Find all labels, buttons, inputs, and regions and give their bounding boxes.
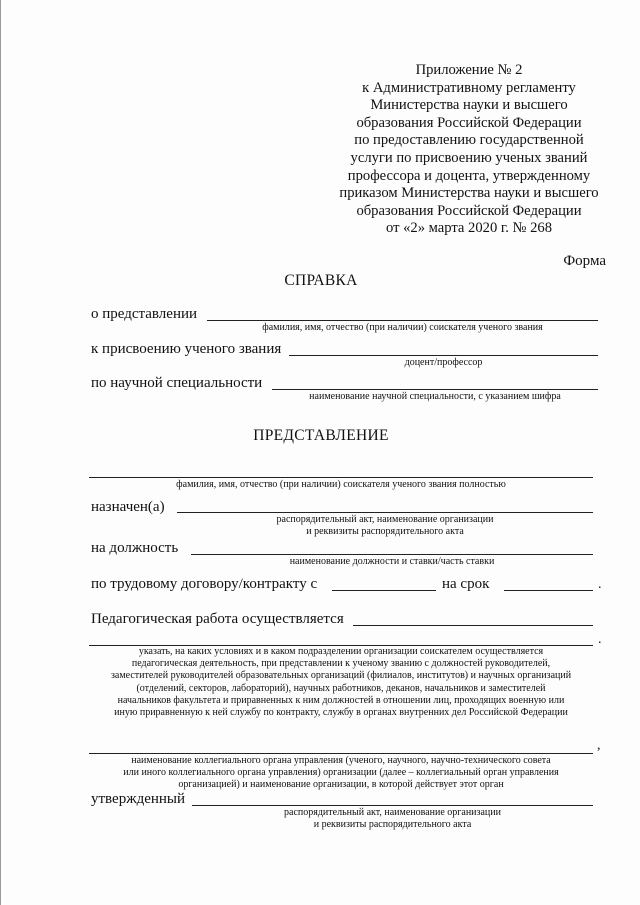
position-field[interactable] <box>191 554 593 555</box>
contract-label: по трудовому договору/контракту с <box>91 576 318 592</box>
teaching-label: Педагогическая работа осуществляется <box>91 611 344 627</box>
appendix-line: от «2» марта 2020 г. № 268 <box>385 220 552 237</box>
appointed-field[interactable] <box>177 512 593 513</box>
appointed-hint-line: и реквизиты распорядительного акта <box>306 526 464 538</box>
comma-mark: , <box>597 738 601 753</box>
appendix-line: образования Российской Федерации <box>356 114 582 131</box>
term-label: на срок <box>442 576 490 592</box>
position-label: на должность <box>91 540 179 556</box>
teaching-hint-line: (отделений, секторов, лабораторий), научных работников, деканов, начальников и заместителей <box>136 682 546 694</box>
title-conferral-label: к присвоению ученого звания <box>91 341 282 357</box>
specialty-hint: наименование научной специальности, с указанием шифра <box>309 391 561 402</box>
appendix-line: образования Российской Федерации <box>356 202 582 219</box>
teaching-hint-line: педагогическая деятельность, при представлении к ученому званию с должностей руководителей, <box>131 658 551 670</box>
council-hint-line: или иного коллегиального органа управления) организации (далее – коллегиальный орган управления <box>123 767 559 779</box>
appointed-label: назначен(а) <box>91 499 165 515</box>
approved-hint-line: распорядительный акт, наименование организации <box>284 807 501 818</box>
contract-date-field[interactable] <box>332 590 436 591</box>
appendix-line: Министерства науки и высшего <box>370 97 568 114</box>
teaching-hint-line: иную приравненную к ней службу по контракту, службу в органах внутренних дел Российской Федерации <box>114 707 568 719</box>
teaching-field-1[interactable] <box>353 625 593 626</box>
appendix-line: по предоставлению государственной <box>354 132 584 149</box>
appointed-hint-line: распорядительный акт, наименование организации <box>276 514 494 525</box>
appointed-hint <box>177 514 593 538</box>
period-mark: . <box>598 632 602 647</box>
approved-field[interactable] <box>192 805 593 806</box>
title-conferral-field[interactable] <box>289 355 598 356</box>
fullname-hint: фамилия, имя, отчество (при наличии) соискателя ученого звания полностью <box>176 479 506 490</box>
council-hint-line: наименование коллегиального органа управления (ученого, научного, научно-технического совета <box>131 755 551 766</box>
fullname-field[interactable] <box>89 477 593 478</box>
title-conferral-hint: доцент/профессор <box>404 357 483 368</box>
period-mark: . <box>598 577 602 592</box>
appendix-line: приказом Министерства науки и высшего <box>339 185 599 202</box>
approved-hint-line: и реквизиты распорядительного акта <box>313 819 472 831</box>
council-field[interactable] <box>89 753 593 754</box>
teaching-hint-line: начальников факультета и приравненных к ним должностей в отношении лиц, проходящих военную или <box>117 694 565 706</box>
appendix-line: профессора и доцента, утвержденному <box>347 167 591 184</box>
teaching-hint-line: указать, на каких условиях и в каком подразделении организации соискателем осуществляется <box>138 646 544 657</box>
appendix-line: Приложение № 2 <box>415 62 523 78</box>
teaching-hint <box>89 646 593 719</box>
council-hint-line: организацией) и наименование организации, в которой действует этот орган <box>178 779 504 791</box>
specialty-field[interactable] <box>272 389 598 390</box>
presentation-hint: фамилия, имя, отчество (при наличии) соискателя ученого звания <box>262 322 543 333</box>
specialty-label: по научной специальности <box>91 375 263 391</box>
representation-title: ПРЕДСТАВЛЕНИЕ <box>253 427 389 444</box>
approved-label: утвержденный <box>91 791 186 807</box>
presentation-field[interactable] <box>207 320 598 321</box>
appendix-line: услуги по присвоению ученых званий <box>350 149 588 166</box>
appendix-line: к Административному регламенту <box>362 79 576 96</box>
approved-hint <box>192 807 593 831</box>
teaching-hint-line: заместителей руководителей образовательных организаций (филиалов, институтов) и научных организаций <box>110 670 572 682</box>
position-hint: наименование должности и ставки/часть ставки <box>289 556 495 567</box>
term-field[interactable] <box>504 590 593 591</box>
appendix-header <box>319 62 619 238</box>
certificate-title: СПРАВКА <box>284 272 358 289</box>
form-label: Форма <box>563 253 606 269</box>
council-hint <box>89 755 593 792</box>
presentation-label: о представлении <box>91 306 198 322</box>
